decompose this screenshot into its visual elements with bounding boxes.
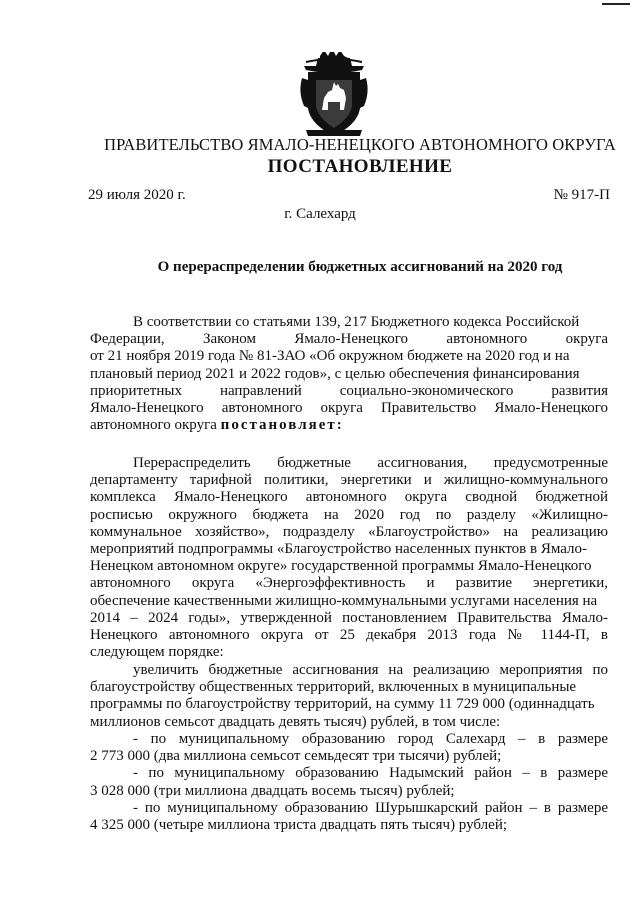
main-line: автономного округа «Энергоэффективность и развитие энергетики, (90, 575, 608, 592)
document-subject: О перераспределении бюджетных ассигнований на 2020 год (157, 259, 563, 275)
preamble-line: В соответствии со статьями 139, 217 Бюджетного кодекса Российской (133, 314, 580, 330)
allocation-list (90, 731, 608, 834)
preamble-last-line (90, 417, 608, 434)
main-paragraph (90, 455, 608, 661)
allocation-item-amount: 2 773 000 (два миллиона семьсот семьдесят три тысячи) рублей; (90, 748, 502, 765)
main-line: Ненецкого автономного округа от 25 декабря 2013 года № 1144-П, в (90, 627, 608, 644)
main-line: росписью окружного бюджета на 2020 год по разделу «Жилищно- (90, 506, 608, 523)
increase-line: миллионов семьсот двадцать девять тысяч) рублей, в том числе: (90, 713, 501, 730)
main-line: Перераспределить бюджетные ассигнования, предусмотренные (133, 455, 608, 471)
main-line: мероприятий подпрограммы «Благоустройство населенных пунктов в Ямало- (90, 541, 588, 558)
government-title: ПРАВИТЕЛЬСТВО ЯМАЛО-НЕНЕЦКОГО АВТОНОМНОГО ОКРУГА (104, 135, 616, 154)
preamble-line: плановый период 2021 и 2022 годов», с целью обеспечения финансирования (90, 365, 580, 382)
coat-of-arms-icon (298, 52, 370, 138)
increase-line: увеличить бюджетные ассигнования на реализацию мероприятия по (133, 662, 608, 678)
main-line: обеспечение качественными жилищно-коммунальными услугами населения на (90, 592, 598, 609)
preamble-line: Ямало-Ненецкого автономного округа Правительство Ямало-Ненецкого (90, 400, 608, 417)
preamble-line: Федерации, Законом Ямало-Ненецкого автономного округа (90, 331, 608, 348)
increase-line: благоустройству общественных территорий, включенных в муниципальные (90, 679, 577, 696)
document-number: № 917-П (553, 187, 610, 203)
preamble-paragraph (90, 314, 608, 434)
document-type-title: ПОСТАНОВЛЕНИЕ (267, 156, 453, 177)
scan-corner-mark (602, 3, 630, 5)
allocation-item-amount: 4 325 000 (четыре миллиона триста двадцать пять тысяч) рублей; (90, 817, 508, 834)
main-line: комплекса Ямало-Ненецкого автономного округа сводной бюджетной (90, 489, 608, 506)
increase-paragraph (90, 662, 608, 731)
main-line: следующем порядке: (90, 644, 224, 661)
allocation-item-line: - по муниципальному образованию Шурышкарский район – в размере (133, 799, 608, 816)
allocation-item-amount: 3 028 000 (три миллиона двадцать восемь тысяч) рублей; (90, 782, 455, 799)
document-city: г. Салехард (284, 206, 356, 222)
main-line: департаменту тарифной политики, энергетики и жилищно-коммунального (90, 472, 608, 489)
document-date: 29 июля 2020 г. (88, 187, 186, 203)
resolution-keyword: постановляет: (220, 417, 344, 434)
preamble-text: автономного округа (90, 417, 221, 434)
main-line: коммунальное хозяйство», подразделу «Благоустройство» на реализацию (90, 523, 608, 540)
main-line: 2014 – 2024 годы», утвержденной постановлением Правительства Ямало- (90, 609, 608, 626)
allocation-item-line: - по муниципальному образованию Надымский район – в размере (133, 765, 608, 782)
allocation-item-line: - по муниципальному образованию город Салехард – в размере (133, 731, 608, 747)
preamble-line: приоритетных направлений социально-экономического развития (90, 382, 608, 399)
increase-line: программы по благоустройству территорий, на сумму 11 729 000 (одиннадцать (90, 696, 595, 713)
preamble-line: от 21 ноября 2019 года № 81-ЗАО «Об окружном бюджете на 2020 год и на (90, 348, 570, 365)
main-line: Ненецком автономном округе» государственной программы Ямало-Ненецкого (90, 558, 592, 575)
